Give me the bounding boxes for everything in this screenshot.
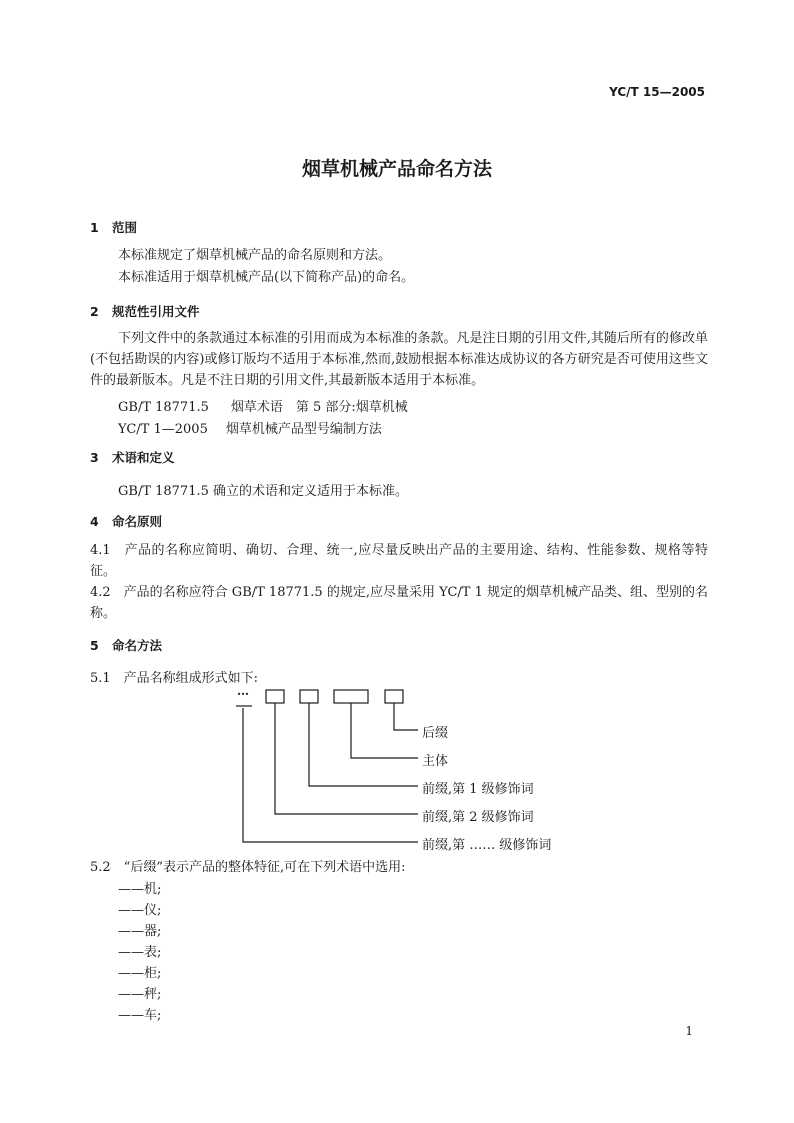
prefix-box-1 [300,690,318,703]
diagram-label-body: 主体 [422,754,449,769]
list-item: ——车; [118,1008,162,1023]
prefix-box-2 [266,690,284,703]
suffix-box [385,690,403,703]
list-item: ——柜; [118,966,162,981]
reference-title: 烟草机械产品型号编制方法 [225,422,382,437]
suffix-leader [394,703,418,730]
section-number: 1 [90,220,99,235]
diagram-label-prefix-2: 前缀,第 2 级修饰词 [422,810,534,825]
clause-5-2: 5.2 “后缀”表示产品的整体特征,可在下列术语中选用: [90,860,406,875]
section-1-heading [90,218,137,236]
section-title: 规范性引用文件 [112,304,200,319]
section-title: 范围 [112,220,138,235]
list-item: ——仪; [118,903,162,918]
paragraph: GB/T 18771.5 确立的术语和定义适用于本标准。 [118,484,409,499]
paragraph: 本标准规定了烟草机械产品的命名原则和方法。 [118,248,392,263]
page-number: 1 [685,1024,693,1038]
reference-item [118,396,408,415]
reference-title: 烟草术语 第 5 部分:烟草机械 [230,400,408,415]
paragraph: 本标准适用于烟草机械产品(以下简称产品)的命名。 [118,270,415,285]
prefix-n-leader [243,708,418,842]
diagram-dots: … [237,684,249,698]
section-number: 4 [90,514,99,529]
prefix-1-leader [309,703,418,786]
section-title: 命名方法 [112,638,163,653]
section-number: 5 [90,638,99,653]
section-5-heading [90,636,162,654]
section-number: 3 [90,450,99,465]
reference-item [118,418,382,437]
reference-code: YC/T 1—2005 [118,422,208,437]
page-title: 烟草机械产品命名方法 [301,158,492,180]
reference-code: GB/T 18771.5 [118,400,209,415]
clause-5-1: 5.1 产品名称组成形式如下: [90,671,259,686]
section-2-heading [90,302,200,320]
clause-4-1: 4.1 产品的名称应简明、确切、合理、统一,应尽量反映出产品的主要用途、结构、性能参数、规格等特征。 [90,543,708,579]
list-item: ——秤; [118,987,162,1002]
list-item: ——机; [118,882,162,897]
section-3-heading [90,448,175,466]
section-4-heading [90,512,162,530]
paragraph: 下列文件中的条款通过本标准的引用而成为本标准的条款。凡是注日期的引用文件,其随后所有的修改单(不包括勘误的内容)或修订版均不适用于本标准,然而,鼓励根据本标准达成协议的各方研究是否可使用这些文件的最新版本。凡是不注日期的引用文件,其最新版本适用于本标准。 [90,331,708,388]
section-title: 命名原则 [112,514,163,529]
prefix-2-leader [275,703,418,814]
body-leader [351,703,418,758]
standard-code: YC/T 15—2005 [609,85,705,99]
section-title: 术语和定义 [112,450,175,465]
clause-4-2: 4.2 产品的名称应符合 GB/T 18771.5 的规定,应尽量采用 YC/T 1 规定的烟草机械产品类、组、型别的名称。 [90,585,708,621]
diagram-label-prefix-1: 前缀,第 1 级修饰词 [422,782,534,797]
diagram-label-suffix: 后缀 [422,726,449,741]
body-box [334,690,368,703]
section-number: 2 [90,304,99,319]
list-item: ——器; [118,924,162,939]
diagram-label-prefix-n: 前缀,第 …… 级修饰词 [422,838,552,853]
list-item: ——表; [118,945,162,960]
